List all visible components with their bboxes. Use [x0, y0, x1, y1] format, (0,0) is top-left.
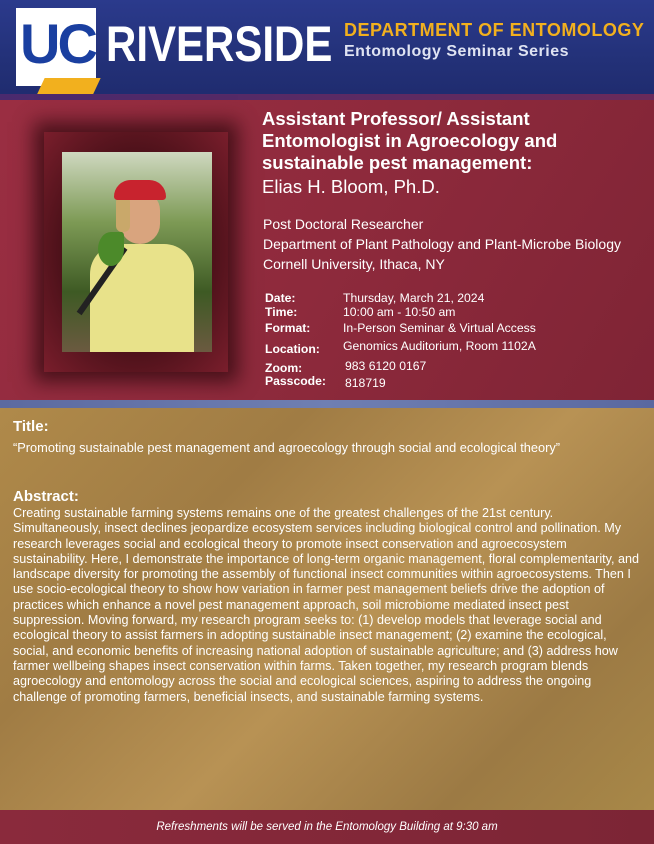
- talk-title: “Promoting sustainable pest management and agroecology through social and ecological theory”: [13, 440, 561, 455]
- header-banner: [0, 0, 654, 100]
- seminar-series: Entomology Seminar Series: [344, 43, 570, 60]
- passcode-label: Passcode:: [265, 374, 326, 388]
- uc-logo-accent: [35, 78, 100, 98]
- title-heading: Title:: [13, 418, 49, 435]
- speaker-position: Post Doctoral Researcher: [263, 216, 424, 232]
- position-title: Assistant Professor/ Assistant Entomologist in Agroecology and sustainable pest management:: [262, 108, 558, 173]
- abstract-heading: Abstract:: [13, 488, 79, 505]
- zoom-id[interactable]: 983 6120 0167: [345, 359, 427, 373]
- location-label: Location:: [265, 342, 320, 356]
- speaker-name: Elias H. Bloom, Ph.D.: [262, 176, 440, 197]
- passcode-value: 818719: [345, 376, 386, 390]
- location-value: Genomics Auditorium, Room 1102A: [343, 339, 536, 353]
- riverside-wordmark: RIVERSIDE: [106, 16, 333, 72]
- uc-logo-text: UC: [20, 12, 95, 75]
- time-value: 10:00 am - 10:50 am: [343, 305, 456, 319]
- format-label: Format:: [265, 321, 311, 335]
- zoom-label: Zoom:: [265, 361, 303, 375]
- refreshments-note: Refreshments will be served in the Entomology Building at 9:30 am: [156, 821, 498, 833]
- department-name: DEPARTMENT OF ENTOMOLOGY: [344, 20, 645, 40]
- speaker-institution: Cornell University, Ithaca, NY: [263, 256, 445, 272]
- speaker-department: Department of Plant Pathology and Plant-Microbe Biology: [263, 236, 621, 252]
- format-value: In-Person Seminar & Virtual Access: [343, 321, 536, 335]
- date-value: Thursday, March 21, 2024: [343, 291, 485, 305]
- date-label: Date:: [265, 291, 296, 305]
- time-label: Time:: [265, 305, 298, 319]
- abstract-text: Creating sustainable farming systems remains one of the greatest challenges of the 21st century. Simultaneously, insect declines jeopardize ecosystem services including biological control and pollination. My research leverages social and ecological theory to promote insect conservation and agroecosystem sustainability. Here, I demonstrate the importance of long-term organic management, floral complementarity, and landscape diversity for promoting the assembly of functional insect communities within agroecosystems. Then I use socio-ecological theory to show how variation in farmer pest management beliefs drive the adoption of practices which enhance a novel pest management approach, soil microbiome mediated insect pest suppression. Moving forward, my research program seeks to: (1) develop models that leverage social and ecological theory to assist farmers in adopting sustainable insect management; (2) examine the ecological, social, and economic benefits of increasing national adoption of sustainable agriculture; and (3) address how farmer wellbeing shapes insect conservation within farms. Taken together, my research program blends agroecology and entomology across the social and ecological sciences, aspiring to address the ongoing challenge of promoting farmers, beneficial insects, and sustainable farming systems.: [13, 506, 640, 704]
- speaker-affiliation: [263, 214, 621, 274]
- speaker-photo: [62, 152, 212, 352]
